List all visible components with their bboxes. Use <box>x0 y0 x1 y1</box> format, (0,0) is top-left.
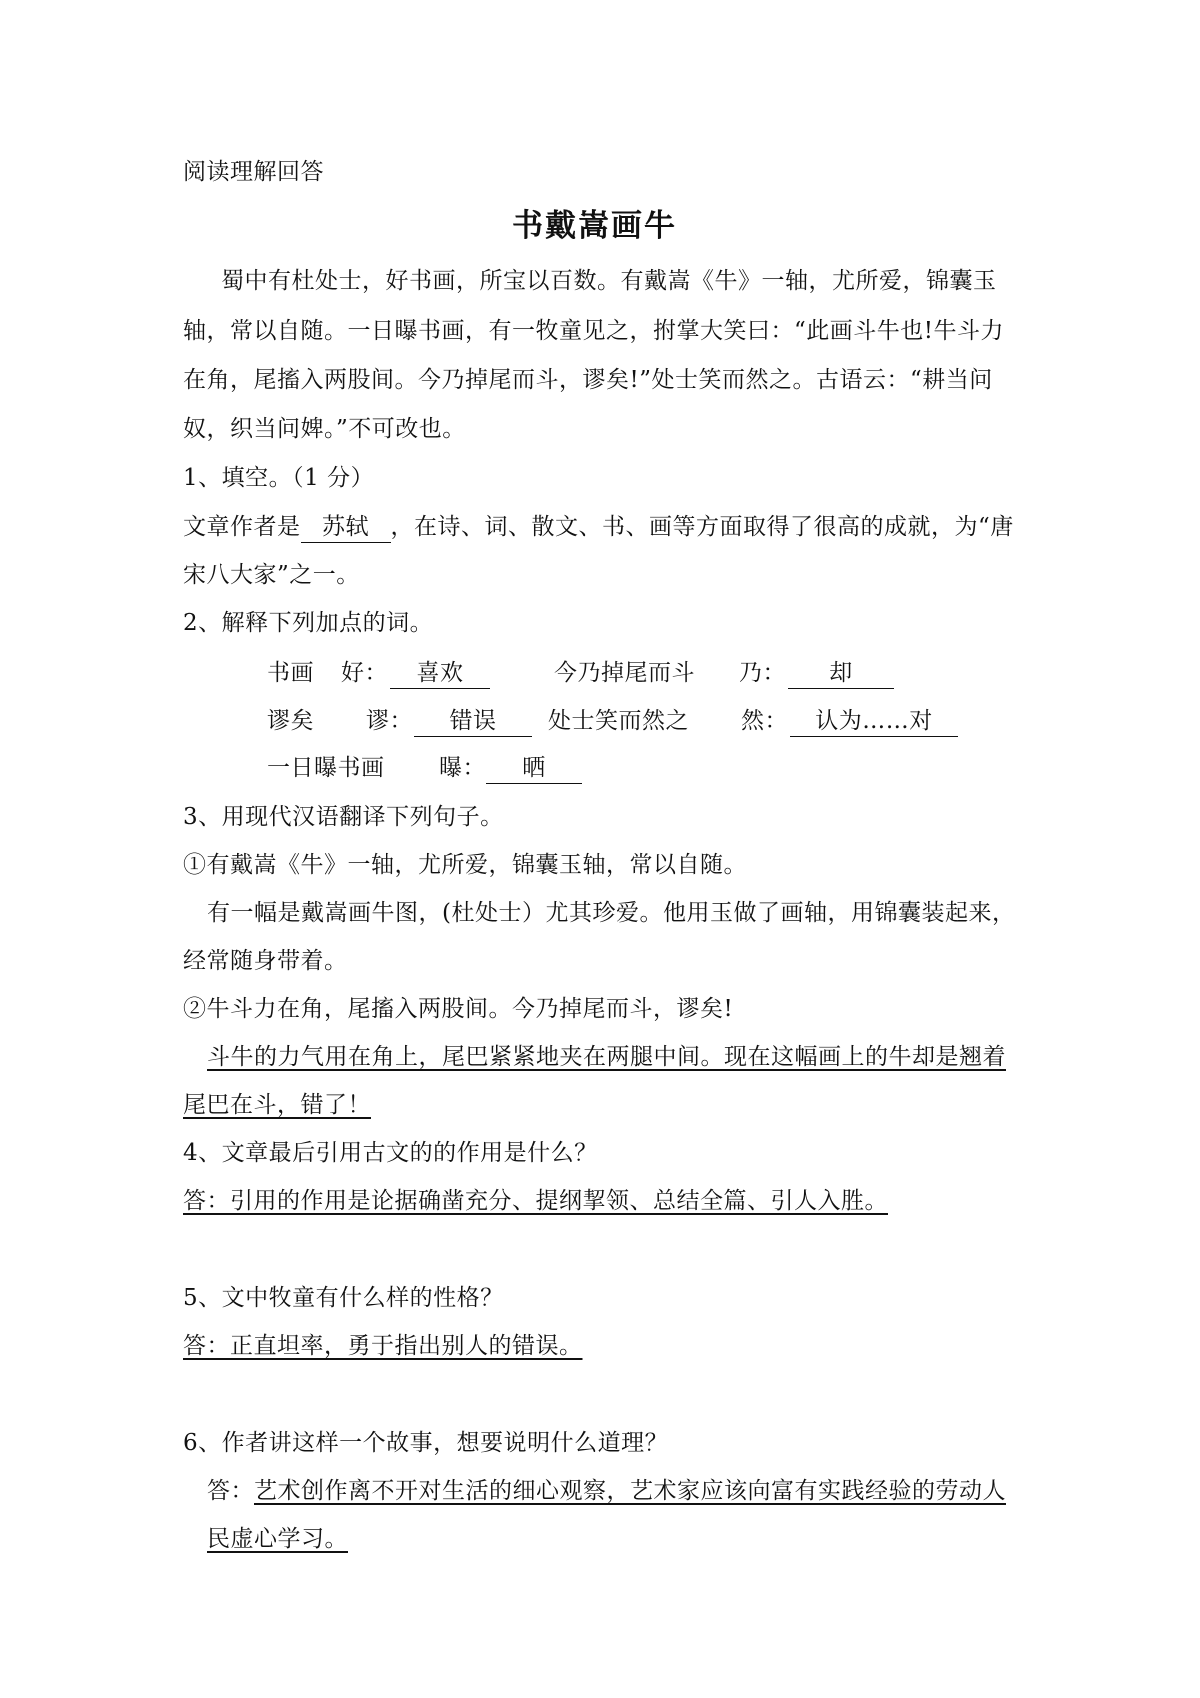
question-6: 6、作者讲这样一个故事，想要说明什么道理？ <box>183 1430 669 1456</box>
question-4: 4、文章最后引用古文的的作用是什么？ <box>183 1140 598 1166</box>
q2-item-phrase: 今乃掉尾而斗 <box>554 660 695 686</box>
q2-answer-blank: 喜欢 <box>390 659 490 689</box>
q2-item-phrase: 书画 <box>267 660 314 686</box>
q2-answer-blank: 认为……对 <box>790 707 958 737</box>
q2-item-word: 乃： <box>739 660 786 686</box>
q2-item-phrase: 谬矣 <box>267 708 314 734</box>
page-title: 书戴嵩画牛 <box>512 208 677 244</box>
q2-item-answer <box>414 706 532 737</box>
q2-answer-blank: 却 <box>788 659 894 689</box>
q6-answer-text: 艺术创作离不开对生活的细心观察，艺术家应该向富有实践经验的劳动人 <box>254 1478 1006 1504</box>
q3-sentence-1: ①有戴嵩《牛》一轴，尤所爱，锦囊玉轴，常以自随。 <box>183 852 747 878</box>
question-1-line2: 宋八大家”之一。 <box>183 562 360 588</box>
q4-answer: 答：引用的作用是论据确凿充分、提纲挈领、总结全篇、引人入胜。 <box>183 1188 888 1214</box>
question-3: 3、用现代汉语翻译下列句子。 <box>183 804 504 830</box>
q2-item-answer <box>486 753 582 784</box>
q3-answer-2-line2: 尾巴在斗，错了！ <box>183 1092 371 1118</box>
q2-item-phrase: 处士笑而然之 <box>548 708 689 734</box>
section-label: 阅读理解回答 <box>183 159 324 185</box>
q2-item-answer <box>788 658 894 689</box>
question-2: 2、解释下列加点的词。 <box>183 610 434 636</box>
question-5: 5、文中牧童有什么样的性格？ <box>183 1285 504 1311</box>
q2-item-answer <box>790 706 958 737</box>
question-1-fill-line <box>183 512 1014 543</box>
q3-answer-2-line1: 斗牛的力气用在角上，尾巴紧紧地夹在两腿中间。现在这幅画上的牛却是翘着 <box>207 1044 1006 1070</box>
q6-answer-line1 <box>207 1476 1006 1506</box>
passage-line: 蜀中有杜处士，好书画，所宝以百数。有戴嵩《牛》一轴，尤所爱，锦囊玉 <box>221 268 997 294</box>
q2-answer-blank: 错误 <box>414 707 532 737</box>
passage-line: 轴，常以自随。一日曝书画，有一牧童见之，拊掌大笑曰：“此画斗牛也!牛斗力 <box>183 318 1005 344</box>
q1-suffix: ，在诗、词、散文、书、画等方面取得了很高的成就，为“唐 <box>390 514 1014 540</box>
passage-line: 在角，尾搐入两股间。今乃掉尾而斗，谬矣!”处士笑而然之。古语云：“耕当问 <box>183 367 993 393</box>
q2-answer-blank: 晒 <box>486 754 582 784</box>
question-1: 1、填空。（1 分） <box>183 465 375 491</box>
q6-answer-line2: 民虚心学习。 <box>207 1526 348 1552</box>
q2-item-word: 好： <box>341 660 388 686</box>
q6-answer-prefix: 答： <box>207 1478 254 1504</box>
q3-answer-1-line2: 经常随身带着。 <box>183 948 348 974</box>
q1-prefix: 文章作者是 <box>183 514 301 540</box>
q2-item-word: 然： <box>741 708 788 734</box>
q1-answer-blank: 苏轼 <box>301 513 391 543</box>
q2-item-word: 曝： <box>439 755 486 781</box>
q5-answer: 答：正直坦率，勇于指出别人的错误。 <box>183 1333 583 1359</box>
q2-item-word: 谬： <box>366 708 413 734</box>
q2-item-answer <box>390 658 490 689</box>
q3-sentence-2: ②牛斗力在角，尾搐入两股间。今乃掉尾而斗，谬矣! <box>183 996 734 1022</box>
q2-item-phrase: 一日曝书画 <box>267 755 385 781</box>
q3-answer-1-line1: 有一幅是戴嵩画牛图，(杜处士）尤其珍爱。他用玉做了画轴，用锦囊装起来， <box>207 900 1016 926</box>
passage-line: 奴，织当问婢。”不可改也。 <box>183 416 466 442</box>
